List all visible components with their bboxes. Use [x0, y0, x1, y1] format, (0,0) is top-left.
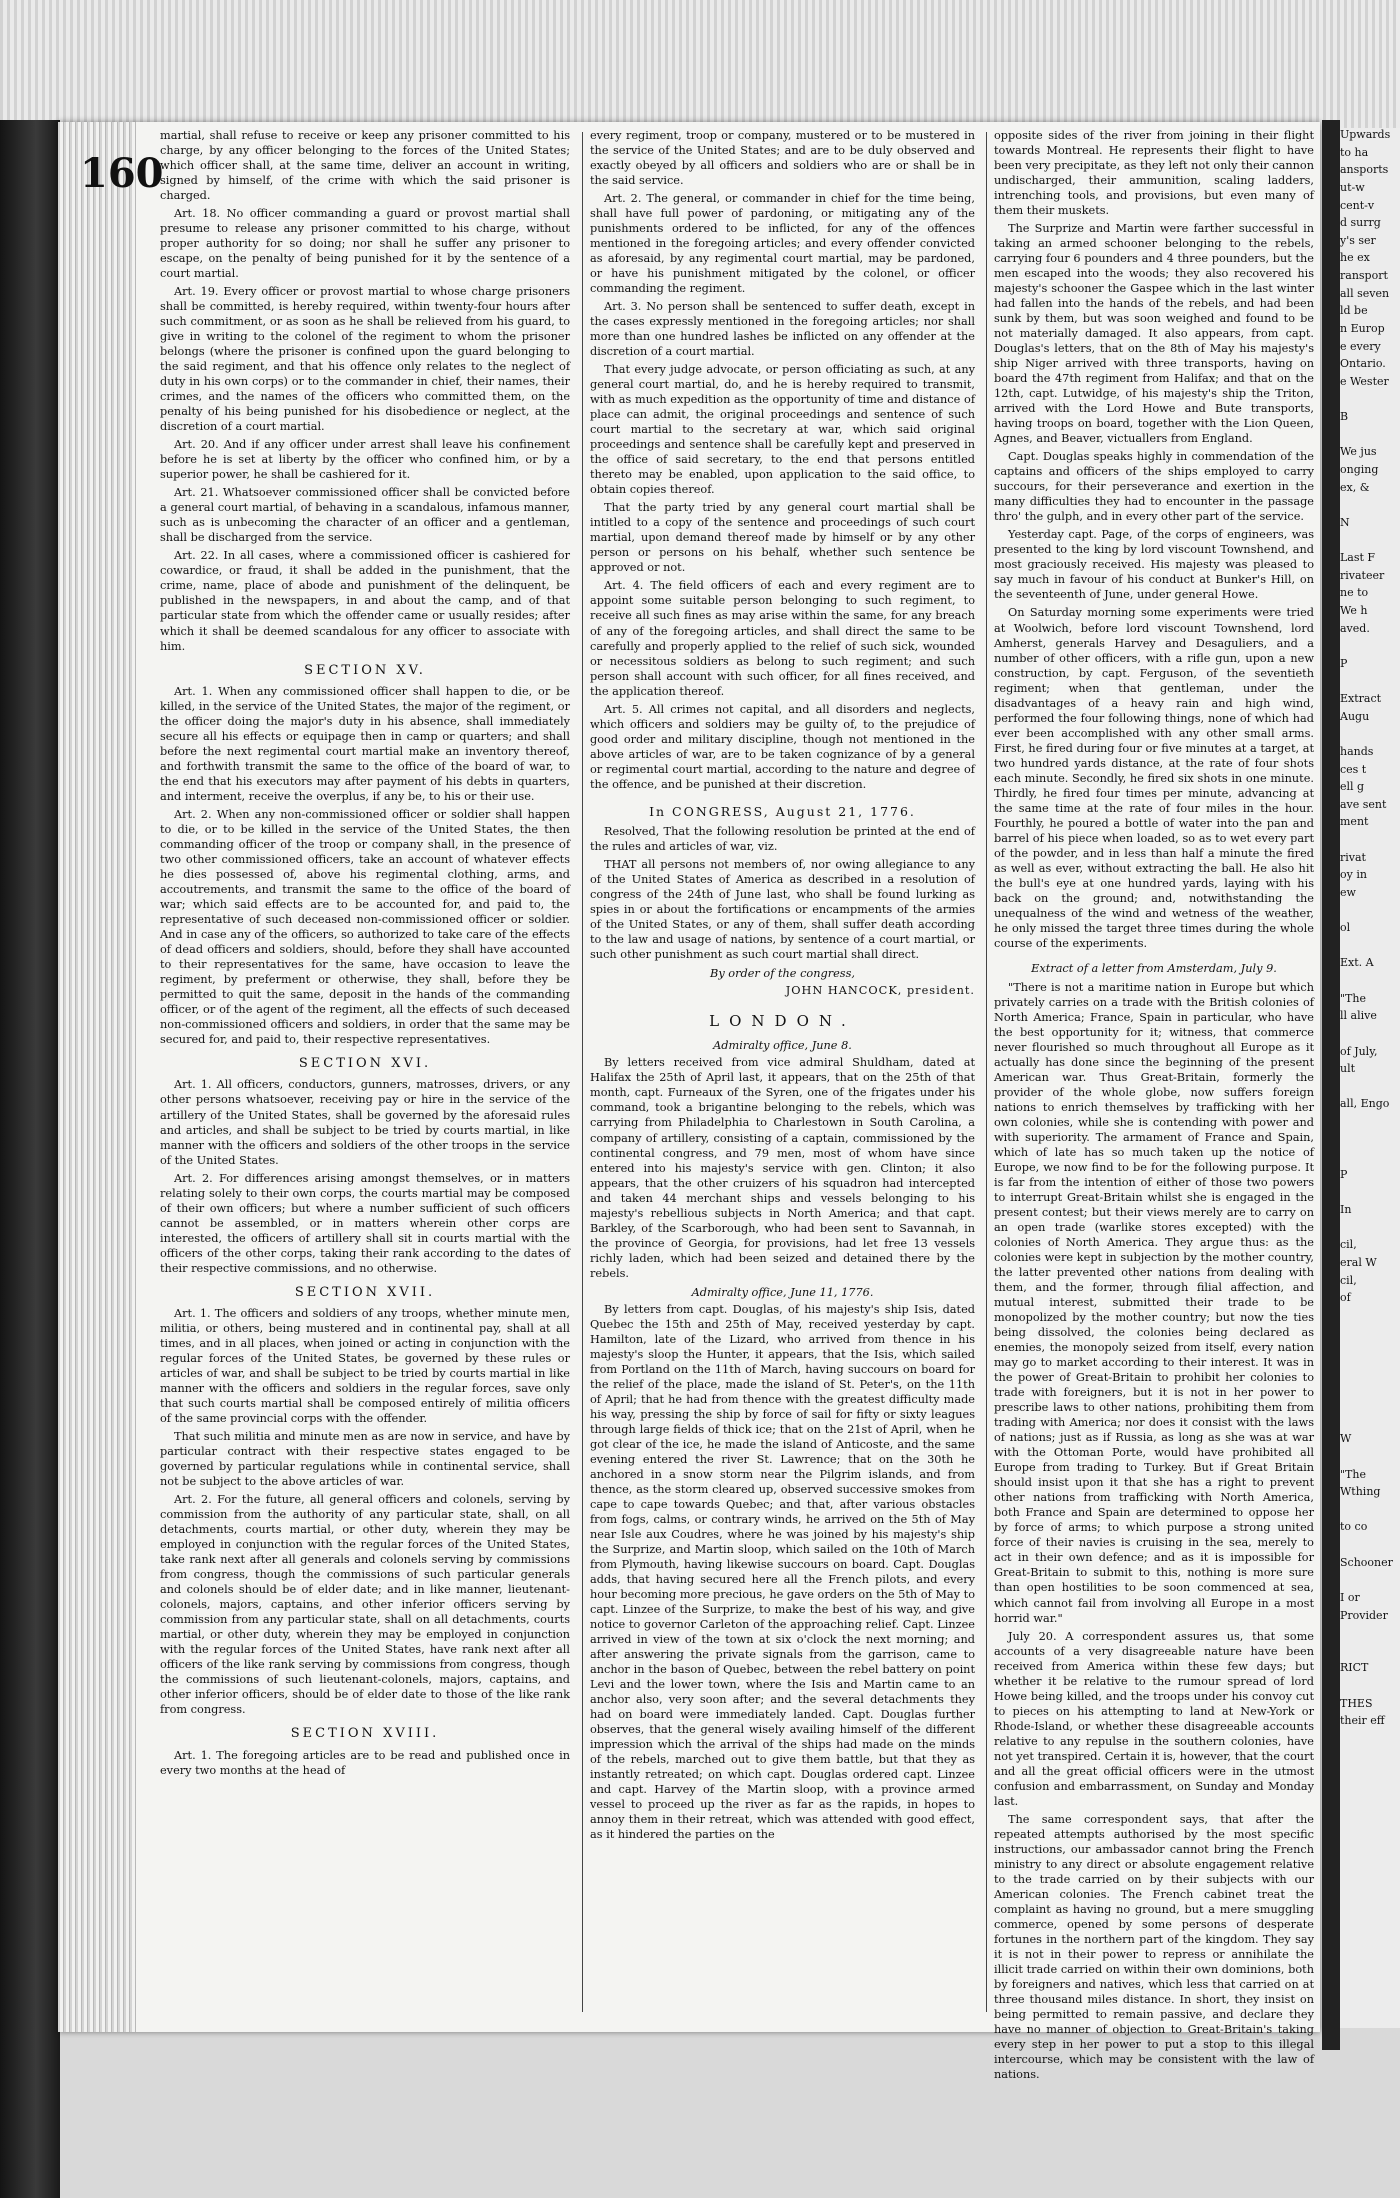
- paragraph: That the party tried by any general court martial shall be intitled to a copy of the sentence and proceedings of such court martial, upon demand thereof made by himself or by any other person or persons on his behalf, whether such sentence be approved or not.: [590, 501, 975, 575]
- partial-line: [1340, 833, 1400, 848]
- partial-line: e Wester: [1340, 374, 1389, 388]
- partial-line: [1340, 1415, 1400, 1430]
- article-paragraph: Art. 20. And if any officer under arrest shall leave his confinement before he is set at liberty by the officer who confined him, or by a superior power, he shall be cashiered for it.: [160, 438, 570, 482]
- order-line: By order of the congress,: [710, 967, 855, 981]
- partial-line: P: [1340, 656, 1348, 670]
- partial-line: y's ser: [1340, 233, 1376, 247]
- partial-line: e every: [1340, 339, 1381, 353]
- paragraph: martial, shall refuse to receive or keep any prisoner committed to his charge, by any officer belonging to the forces of the United States; which officer shall, at the same time, deliver an account in writing, signed by himself, of the crime with which the said prisoner is charged.: [160, 129, 570, 203]
- partial-line: he ex: [1340, 251, 1370, 265]
- paragraph: That every judge advocate, or person officiating as such, at any general court martial, do, and he is hereby required to transmit, with as much expedition as the opportunity of time and distance of place can admit, the original proceedings and sentence of such court martial to the secretary at war, which said original proceedings and sentence shall be carefully kept and preserved in the office of said secretary, to the end that persons entitled thereto may be enabled, upon application to the said office, to obtain copies thereof.: [590, 363, 975, 497]
- partial-line: eral W: [1340, 1256, 1377, 1269]
- partial-line: [1340, 1115, 1400, 1130]
- partial-line: [1340, 1362, 1400, 1377]
- article-paragraph: That such militia and minute men as are now in service, and have by particular contract with their respective states engaged to be governed by particular regulations while in continental service, shall not be subject to the above articles of war.: [160, 1430, 570, 1489]
- paragraph: opposite sides of the river from joining in their flight towards Montreal. He represents their flight to have been very precipitate, as they left not only their cannon undischarged, their ammunition, scaling ladders, intrenching tools, and provisions, but even many of them their muskets.: [994, 129, 1314, 218]
- partial-line: We h: [1340, 603, 1368, 617]
- article-paragraph: Art. 3. No person shall be sentenced to suffer death, except in the cases expressly mentioned in the foregoing articles; nor shall more than one hundred lashes be inflicted on any offender at the discretion of a court martial.: [590, 300, 975, 359]
- article-paragraph: Art. 2. For the future, all general officers and colonels, serving by commission from the authority of any particular state, shall, on all detachments, courts martial, or other duty, wherein they may be employed in conjunction with the regular forces of the United States, take rank next after all generals and colonels serving by commissions from congress, though the commissions of such particular generals and colonels should be of elder date; and in like manner, lieutenant-colonels, majors, captains, and other inferior officers serving by commission from any particular state, shall on all detachments, courts martial, or other duty, wherein they may be employed in conjunction with the regular forces of the United States, have rank next after all officers of the like rank serving by commissions from congress, though the commissions of such lieutenant-colonels, majors, captains, and other inferior officers, should be of elder date to those of the like rank from congress.: [160, 1493, 570, 1717]
- article-paragraph: Art. 19. Every officer or provost martial to whose charge prisoners shall be committed, is hereby required, within twenty-four hours after such commitment, or as soon as he shall be relieved from his guard, to give in writing to the colonel of the regiment to whom the prisoner belongs (where the prisoner is confined upon the guard belonging to the said regiment, and that his offence only relates to the neglect of duty in his own corps) or to the commander in chief, their names, their crimes, and the names of the officers who committed them, on the penalty of his being punished for his disobedience or neglect, at the discretion of a court martial.: [160, 285, 570, 434]
- resolution-paragraph: Resolved, That the following resolution be printed at the end of the rules and articles of war, viz.: [590, 825, 975, 854]
- article-paragraph: Art. 1. The officers and soldiers of any troops, whether minute men, militia, or others, being mustered and in continental pay, shall at all times, and in all places, when joined or acting in conjunction with the regular forces of the United States, be governed by these rules or articles of war, and shall be subject to be tried by courts martial in like manner with the officers and soldiers in the regular forces, save only that such courts martial shall be composed entirely of militia officers of the same provincial corps with the offender.: [160, 1306, 570, 1426]
- article-paragraph: Art. 22. In all cases, where a commissioned officer is cashiered for cowardice, or fraud, it shall be added in the punishment, that the crime, name, place of abode and punishment of the delinquent, be published in the newspapers, in and about the camp, and of that particular state from which the offender came or usually resides; after which it shall be deemed scandalous for any officer to associate with him.: [160, 549, 570, 653]
- partial-line: ut-w: [1340, 180, 1365, 194]
- section-heading: SECTION XVII.: [294, 1284, 436, 1300]
- column-rule: [582, 132, 583, 2012]
- partial-line: [1340, 428, 1400, 443]
- partial-line: [1340, 1027, 1400, 1042]
- london-heading: LONDON.: [709, 1012, 856, 1031]
- letter-paragraph: "There is not a maritime nation in Europe but which privately carries on a trade with the British colonies of North America; France, Spain in particular, who have the best opportunity for it; witness, that commerce never flourished so much throughout all Europe as it actually has done since the beginning of the present American war. Thus Great-Britain, formerly the provider of the whole globe, now suffers foreign nations to enrich themselves by trafficking with her own colonies, while she is contending with power and with superiority. The armament of France and Spain, which of late has so much taken up the notice of Europe, we now find to be for the following purpose. It is far from the intention of either of those two powers to interrupt Great-Britain whilst she is engaged in the present contest; but their views merely are to carry on an open trade (warlike stores excepted) with the colonies of North America. They argue thus: as the colonies were kept in subjection by the mother country, the latter prevented other nations from dealing with them, and the former, through filial affection, and mutual interest, submitted their trade to be monopolized by the mother country; but now the ties being dissolved, the colonies being declared as enemies, the monopoly seized from itself, every nation may go to market according to their interest. It was in the power of Great-Britain to prohibit her colonies to trade with foreigners, but it is not in her power to prescribe laws to other nations, prohibiting them from trading with America; nor does it consist with the laws of nations; just as if Russia, as long as she was at war with the Ottoman Porte, would have prohibited all Europe from trading to Turkey. But if Great Britain should insist upon it that she has a right to prevent other nations from trafficking with North America, both France and Spain are determined to oppose her by force of arms; to which purpose a strong united force of their navies is cruising in the sea, merely to act in their own defence; and as it is impossible for Great-Britain to submit to this, nothing is more sure than open hostilities to be soon commenced at sea, which cannot fail from involving all Europe in a most horrid war.": [994, 980, 1314, 1625]
- partial-line: [1340, 674, 1400, 689]
- article-paragraph: Art. 2. When any non-commissioned officer or soldier shall happen to die, or to be killed in the service of the United States, the then commanding officer of the troop or company shall, in the presence of two other commissioned officers, take an account of whatever effects he dies possessed of, above his regimental clothing, arms, and accoutrements, and transmit the same to the office of the board of war; which said effects are to be accounted for, and paid to, the representative of such deceased non-commissioned officer or soldier. And in case any of the officers, so authorized to take care of the effects of dead officers and soldiers, should, before they shall have accounted to their representatives for the same, have occasion to leave the regiment, by preferment or otherwise, they shall, before they be permitted to quit the same, deposit in the hands of the commanding officer, or of the agent of the regiment, all the effects of such deceased non-commissioned officers and soldiers, in order that the same may be secured for, and paid to, their respective representatives.: [160, 807, 570, 1047]
- paragraph: every regiment, troop or company, mustered or to be mustered in the service of the United States; and are to be duly observed and exactly obeyed by all officers and soldiers who are or shall be in the said service.: [590, 129, 975, 188]
- partial-line: B: [1340, 410, 1349, 423]
- partial-line: P: [1340, 1167, 1348, 1181]
- partial-line: [1340, 1327, 1400, 1342]
- page-binding-shadow: [58, 122, 136, 2032]
- partial-line: In: [1340, 1203, 1352, 1217]
- partial-line: hands: [1340, 744, 1374, 758]
- partial-line: aved.: [1340, 621, 1370, 635]
- partial-line: "The: [1340, 1467, 1366, 1481]
- column-rule: [986, 132, 987, 2012]
- news-paragraph: July 20. A correspondent assures us, that some accounts of a very disagreeable nature have been received from America within these few days; but whether it be relative to the rumour spread of lord Howe being killed, and the troops under his convoy cut to pieces on his attempting to land at New-York or Rhode-Island, or whether these disagreeable accounts relative to any repulse in the southern colonies, have not yet transpired. Certain it is, however, that the court and all the great official officers were in the utmost confusion and embarrassment, on Sunday and Monday last.: [994, 1629, 1314, 1808]
- resolution-paragraph: THAT all persons not members of, nor owing allegiance to any of the United States of America as described in a resolution of congress of the 24th of June last, who shall be found lurking as spies in or about the fortifications or encampments of the armies of the United States, or any of them, shall suffer death according to the law and usage of nations, by sentence of a court martial, or such other punishment as such court martial shall direct.: [590, 858, 975, 962]
- partial-line: Provider: [1340, 1608, 1388, 1622]
- partial-line: their eff: [1340, 1714, 1385, 1728]
- partial-line: cent-v: [1340, 198, 1375, 212]
- partial-line: [1340, 974, 1400, 989]
- extract-heading: Extract of a letter from Amsterdam, July 9.: [1031, 961, 1277, 975]
- dateline: Admiralty office, June 11, 1776.: [691, 1285, 874, 1299]
- partial-line: [1340, 1573, 1400, 1588]
- partial-line: ell g: [1340, 780, 1365, 794]
- partial-line: of July,: [1340, 1044, 1378, 1058]
- section-heading: SECTION XVI.: [298, 1056, 432, 1072]
- news-paragraph: The same correspondent says, that after the repeated attempts authorised by the most specific instructions, our ambassador cannot bring the French ministry to any direct or absolute engagement relative to the trade carried on by their subjects with our American colonies. The French cabinet treat the complaint as having no ground, but a mere smuggling commerce, opened by some persons of desperate fortunes in the northern part of the kingdom. They say it is not in their power to repress or annihilate the illicit trade carried on within their own dominions, both by foreigners and natives, which less that carried on at three thousand miles distance. In short, they insist on being permitted to remain passive, and declare they have no manner of objection to Great-Britain's taking every step in her power to put a stop to this illegal intercourse, which may be consistent with the law of nations.: [994, 1812, 1314, 2081]
- partial-line: [1340, 1644, 1400, 1659]
- article-paragraph: Art. 1. The foregoing articles are to be read and published once in every two months at the head of: [160, 1748, 570, 1777]
- partial-line: ment: [1340, 815, 1369, 829]
- column-1: [160, 128, 570, 2028]
- partial-line: [1340, 1397, 1400, 1412]
- partial-line: cil,: [1340, 1273, 1357, 1287]
- partial-line: Last F: [1340, 551, 1376, 564]
- partial-line: W: [1340, 1432, 1352, 1446]
- partial-line: [1340, 1450, 1400, 1465]
- partial-line: [1340, 1626, 1400, 1641]
- dateline: Admiralty office, June 8.: [713, 1039, 852, 1053]
- partial-line: ew: [1340, 885, 1356, 899]
- article-paragraph: Art. 5. All crimes not capital, and all disorders and neglects, which officers and soldiers may be guilty of, to the prejudice of good order and military discipline, though not mentioned in the above articles of war, are to be taken cognizance of by a general or regimental court martial, according to the nature and degree of the offence, and be punished at their discretion.: [590, 702, 975, 791]
- partial-line: [1340, 939, 1400, 954]
- partial-line: ld be: [1340, 304, 1368, 318]
- partial-line: ult: [1340, 1062, 1356, 1076]
- article-paragraph: Art. 2. The general, or commander in chief for the time being, shall have full power of pardoning, or mitigating any of the punishments ordered to be inflicted, for any of the offences mentioned in the foregoing articles; and every offender convicted as aforesaid, by any regimental court martial, may be pardoned, or have his punishment mitigated by the colonel, or officer commanding the regiment.: [590, 192, 975, 296]
- partial-line: cil,: [1340, 1238, 1357, 1252]
- news-paragraph: On Saturday morning some experiments were tried at Woolwich, before lord viscount Townshend, lord Amherst, generals Harvey and Desaguliers, and a number of other officers, with a rifle gun, upon a new construction, by capt. Ferguson, of the seventieth regiment; when that gentleman, under the disadvantages of a heavy rain and high wind, performed the four following things, none of which had ever been accomplished with any other small arms. First, he fired during four or five minutes at a target, at two hundred yards distance, at the rate of four shots each minute. Secondly, he fired six shots in one minute. Thirdly, he fired four times per minute, advancing at the same time at the rate of four miles in the hour. Fourthly, he poured a bottle of water into the pan and barrel of his piece when loaded, so as to wet every part of the powder, and in less than half a minute the fired as well as ever, without extracting the ball. He also hit the bull's eye at one hundred yards, laying with his back on the ground; and, notwithstanding the unequalness of the wind and wetness of the weather, he only missed the target three times during the whole course of the experiments.: [994, 606, 1314, 950]
- partial-line: [1340, 1221, 1400, 1236]
- partial-line: Upwards: [1340, 128, 1391, 141]
- partial-line: [1340, 1679, 1400, 1694]
- partial-line: ll alive: [1340, 1009, 1377, 1023]
- partial-line: "The: [1340, 991, 1366, 1005]
- news-paragraph: By letters received from vice admiral Shuldham, dated at Halifax the 25th of April last, it appears, that on the 25th of that month, capt. Furneaux of the Syren, one of the frigates under his command, took a brigantine belonging to the rebels, which was carrying from Philadelphia to Charlestown in South Carolina, a company of artillery, consisting of a captain, commissioned by the continental congress, and 79 men, most of whom have since entered into his majesty's service with gen. Clinton; it also appears, that the other cruizers of his squadron had intercepted and taken 44 merchant ships and vessels belonging to his majesty's rebellious subjects in North America; and that capt. Barkley, of the Scarborough, who had been sent to Savannah, in the province of Georgia, for provisions, had let free 13 vessels richly laden, which had been seized and detained there by the rebels.: [590, 1056, 975, 1280]
- partial-line: ransport: [1340, 269, 1388, 282]
- partial-line: [1340, 498, 1400, 513]
- partial-line: ne to: [1340, 586, 1369, 600]
- partial-line: to co: [1340, 1520, 1368, 1534]
- partial-line: Augu: [1340, 709, 1370, 723]
- partial-line: Extract: [1340, 692, 1382, 705]
- partial-line: n Europ: [1340, 321, 1385, 335]
- partial-line: Wthing: [1340, 1485, 1381, 1499]
- column-3: [994, 128, 1314, 2081]
- partial-line: [1340, 1133, 1400, 1148]
- column-2: [590, 128, 975, 2028]
- section-heading: SECTION XV.: [304, 662, 426, 678]
- news-paragraph: Capt. Douglas speaks highly in commendation of the captains and officers of the ships employed to carry succours, for their perseverance and exertion in the many difficulties they had to encounter in the passage thro' the gulph, and in every other part of the service.: [994, 450, 1314, 524]
- partial-line: N: [1340, 515, 1350, 529]
- column-4-partial: [1340, 128, 1400, 2028]
- partial-line: of: [1340, 1291, 1351, 1305]
- partial-line: [1340, 1150, 1400, 1165]
- partial-line: I or: [1340, 1590, 1360, 1604]
- partial-line: [1340, 1503, 1400, 1518]
- partial-line: rivateer: [1340, 568, 1385, 582]
- partial-line: to ha: [1340, 145, 1369, 159]
- section-heading: SECTION XVIII.: [290, 1726, 440, 1742]
- partial-line: [1340, 1344, 1400, 1359]
- page-number: 160: [80, 150, 164, 197]
- partial-line: all seven: [1340, 286, 1390, 300]
- partial-line: ces t: [1340, 762, 1367, 776]
- partial-line: [1340, 1538, 1400, 1553]
- book-gutter: [0, 120, 60, 2198]
- article-paragraph: Art. 1. All officers, conductors, gunners, matrosses, drivers, or any other persons whatsoever, receiving pay or hire in the service of the artillery of the United States, shall be governed by the aforesaid rules and articles, and shall be subject to be tried by courts martial, in like manner with the officers and soldiers of the other troops in the service of the United States.: [160, 1078, 570, 1167]
- article-paragraph: Art. 18. No officer commanding a guard or provost martial shall presume to release any prisoner committed to his charge, without proper authority for so doing; nor shall he suffer any prisoner to escape, on the penalty of being punished for it by the sentence of a court martial.: [160, 207, 570, 281]
- congress-heading: In CONGRESS, August 21, 1776.: [649, 803, 916, 819]
- news-paragraph: Yesterday capt. Page, of the corps of engineers, was presented to the king by lord viscount Townshend, and most graciously received. His majesty was pleased to say much in favour of his conduct at Bunker's Hill, on the seventeenth of June, under general Howe.: [994, 528, 1314, 602]
- partial-line: rivat: [1340, 850, 1366, 864]
- partial-line: [1340, 727, 1400, 742]
- news-paragraph: By letters from capt. Douglas, of his majesty's ship Isis, dated Quebec the 15th and 25th of May, received yesterday by capt. Hamilton, late of the Lizard, who arrived from thence in his majesty's sloop the Hunter, it appears, that the Isis, which sailed from Portland on the 11th of March, having succours on board for the relief of the place, made the island of St. Peter's, on the 11th of April; that he had from thence with the greatest difficulty made his way, pressing the ship by force of sail for fifty or sixty leagues through large fields of thick ice; that on the 21st of April, when he got clear of the ice, he made the island of Anticoste, and the same evening entered the river St. Lawrence; that on the 30th he anchored in a snow storm near the Pilgrim islands, and from thence, as the storm cleared up, observed successive smokes from cape to cape towards Quebec; and that, after various obstacles from fogs, calms, or contrary winds, he arrived on the 5th of May near Isle aux Coudres, where he was joined by his majesty's ship the Surprize, and Martin sloop, which sailed on the 10th of March from Plymouth, having likewise succours on board. Capt. Douglas adds, that having secured here all the French pilots, and every hour becoming more precious, he gave orders on the 5th of May to capt. Linzee of the Surprize, to make the best of his way, and give notice to governor Carleton of the approaching relief. Capt. Linzee arrived in view of the town at six o'clock the next morning; and after answering the private signals from the garrison, came to anchor in the bason of Quebec, between the rebel battery on point Levi and the lower town, where the Isis and Martin came to an anchor also, very soon after; and the several detachments they had on board were immediately landed. Capt. Douglas further observes, that the general wisely availing himself of the different impression which the arrival of the ships had made on the minds of the rebels, marched out to give them battle, but that they as instantly retreated; on which capt. Douglas ordered capt. Linzee and capt. Harvey of the Martin sloop, with a province armed vessel to proceed up the river as far as the rapids, in hopes to annoy them in their retreat, which was attended with good effect, as it hindered the parties on the: [590, 1302, 975, 1842]
- partial-line: ansports: [1340, 163, 1389, 177]
- partial-line: [1340, 1186, 1400, 1201]
- partial-line: ol: [1340, 921, 1351, 935]
- article-paragraph: Art. 4. The field officers of each and every regiment are to appoint some suitable person belonging to such regiment, to receive all such fines as may arise within the same, for any breach of any of the foregoing articles, and shall direct the same to be carefully and properly applied to the relief of such sick, wounded or necessitous soldiers as belong to such regiment; and such person shall account with such officer, for all fines received, and the application thereof.: [590, 579, 975, 698]
- partial-line: ex, &: [1340, 480, 1370, 494]
- partial-line: [1340, 904, 1400, 919]
- partial-line: [1340, 1379, 1400, 1394]
- partial-line: Ontario.: [1340, 357, 1386, 371]
- partial-line: ave sent: [1340, 797, 1387, 811]
- partial-line: d surrg: [1340, 216, 1381, 230]
- news-paragraph: The Surprize and Martin were farther successful in taking an armed schooner belonging to the rebels, carrying four 6 pounders and 4 three pounders, but the men escaped into the woods; they also recovered his majesty's schooner the Gaspee which in the last winter had fallen into the hands of the rebels, and had been sunk by them, but was soon weighed and found to be not materially damaged. It also appears, from capt. Douglas's letters, that on the 8th of May his majesty's ship Niger arrived with three transports, having on board the 47th regiment from Halifax; and that on the 12th, capt. Lutwidge, of his majesty's ship the Triton, arrived with the Lord Howe and Bute transports, having troops on board, together with the Lion Queen, Agnes, and Beaver, victuallers from England.: [994, 222, 1314, 446]
- partial-line: onging: [1340, 462, 1379, 476]
- partial-line: [1340, 1080, 1400, 1095]
- partial-line: RICT: [1340, 1661, 1369, 1675]
- article-paragraph: Art. 21. Whatsoever commissioned officer shall be convicted before a general court martial, of behaving in a scandalous, infamous manner, such as is unbecoming the character of an officer and a gentleman, shall be discharged from the service.: [160, 486, 570, 545]
- partial-line: [1340, 639, 1400, 654]
- signature: JOHN HANCOCK, president.: [785, 984, 975, 998]
- partial-line: Schooner: [1340, 1555, 1393, 1569]
- partial-line: [1340, 1309, 1400, 1324]
- partial-line: THES: [1340, 1696, 1373, 1710]
- partial-line: We jus: [1340, 445, 1377, 459]
- article-paragraph: Art. 1. When any commissioned officer shall happen to die, or be killed, in the service of the United States, the major of the regiment, or the officer doing the major's duty in his absence, shall immediately secure all his effects or equipage then in camp or quarters; and shall before the next regimental court martial make an inventory thereof, and forthwith transmit the same to the office of the board of war, to the end that his executors may after payment of his debts in quarters, and interment, receive the overplus, if any be, to his or their use.: [160, 684, 570, 803]
- partial-line: all, Engo: [1340, 1097, 1390, 1111]
- partial-line: [1340, 533, 1400, 548]
- scan-top-edge: [0, 0, 1400, 130]
- article-paragraph: Art. 2. For differences arising amongst themselves, or in matters relating solely to their own corps, the courts martial may be composed of their own officers; but where a number sufficient of such officers cannot be assembled, or in matters wherein other corps are interested, the officers of artillery shall sit in courts martial with the officers of the other corps, taking their rank according to the dates of their respective commissions, and no otherwise.: [160, 1171, 570, 1275]
- page-fold-shadow: [1322, 120, 1340, 2050]
- partial-line: oy in: [1340, 868, 1367, 882]
- partial-line: Ext. A: [1340, 956, 1374, 970]
- partial-line: [1340, 392, 1400, 407]
